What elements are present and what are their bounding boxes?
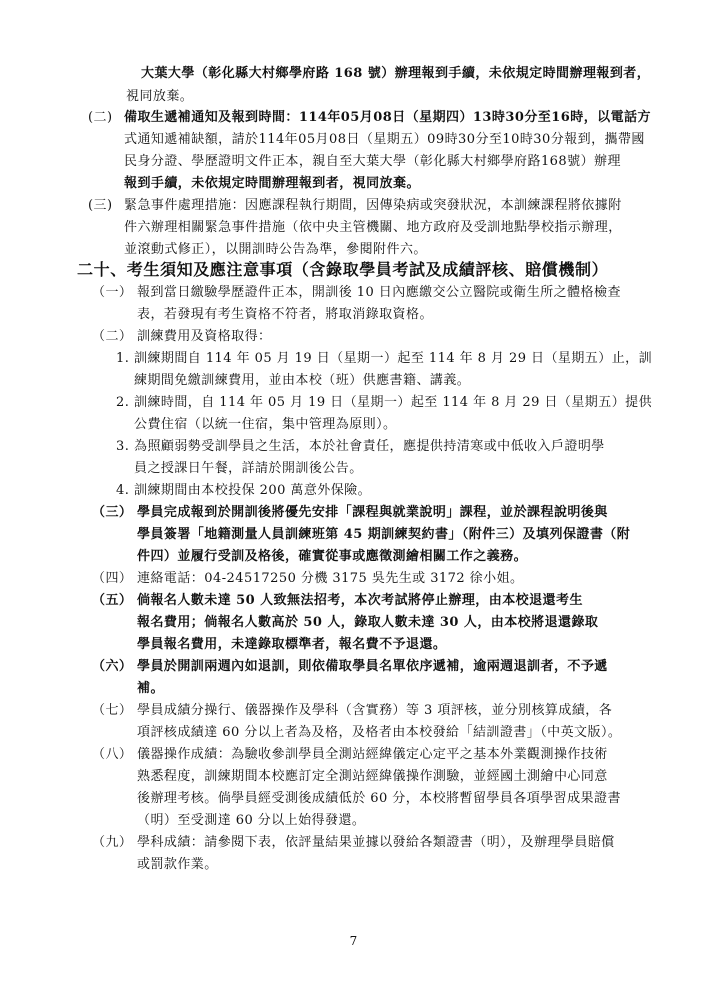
item-4-line-1: 連絡電話：04-24517250 分機 3175 吳先生或 3172 徐小姐。 (137, 571, 524, 586)
item-1-line-1: 報到當日繳驗學歷證件正本，開訓後 10 日內應繳交公立醫院或衛生所之體格檢查 (137, 285, 621, 300)
emergency-line-3: 並滾動式修正），以開訓時公告為準，參閱附件六。 (124, 242, 427, 257)
item-5-line-3: 學員報名費用，未達錄取標準者，報名費不予退還。 (137, 637, 447, 652)
item-3-line-1: 學員完成報到於開訓後將優先安排「課程與就業說明」課程，並於課程說明後與 (137, 505, 608, 520)
emergency-line-1: 緊急事件處理措施：因應課程執行期間，因傳染病或突發狀況，本訓練課程將依據附 (124, 198, 622, 213)
item-8-line-3: 後辦理考核。倘學員經受測後成績低於 60 分，本校將暫留學員各項學習成果證書 (137, 791, 621, 806)
sub-3-line-1: 為照顧弱勢受訓學員之生活，本於社會責任，應提供持清寒或中低收入戶證明學 (134, 439, 605, 454)
notify-line-4: 報到手續，未依規定時間辦理報到者，視同放棄。 (124, 176, 420, 191)
top-line-2: 視同放棄。 (126, 89, 194, 104)
item-2-marker: （二） (92, 329, 133, 344)
item-6-line-1: 學員於開訓兩週內如退訓，則依備取學員名單依序遞補，逾兩週退訓者，不予遞 (137, 659, 608, 674)
item-1-marker: （一） (92, 285, 133, 300)
sub-3-line-2: 員之授課日午餐，詳請於開訓後公告。 (134, 461, 363, 476)
notify-line-3: 民身分證、學歷證明文件正本，親自至大葉大學（彰化縣大村鄉學府路168號）辦理 (124, 154, 621, 169)
item-9-line-2: 或罰款作業。 (137, 857, 218, 872)
item-7-line-2: 項評核成績達 60 分以上者為及格，及格者由本校發給「結訓證書」（中英文版）。 (137, 725, 622, 740)
item-5-line-1: 倘報名人數未達 50 人致無法招考，本次考試將停止辦理，由本校退還考生 (137, 593, 583, 608)
sub-4-line-1: 訓練期間由本校投保 200 萬意外保險。 (134, 483, 372, 498)
sub-2-line-2: 公費住宿（以統一住宿，集中管理為原則）。 (134, 417, 397, 432)
item-8-marker: （八） (92, 747, 133, 762)
emergency-marker: (三) (88, 198, 113, 213)
item-8-line-4: （明）至受測達 60 分以上始得發還。 (137, 813, 366, 828)
section-title: 二十、考生須知及應注意事項（含錄取學員考試及成績評核、賠償機制） (77, 260, 609, 279)
notify-marker: (二) (88, 110, 113, 125)
sub-4-marker: 4. (116, 483, 130, 498)
item-8-line-1: 儀器操作成績：為驗收參訓學員全測站經緯儀定心定平之基本外業觀測操作技術 (137, 747, 608, 762)
notify-line-1: 備取生遞補通知及報到時間：114年05月08日（星期四）13時30分至16時，以電話方 (124, 110, 651, 125)
item-6-line-2: 補。 (137, 681, 164, 696)
sub-2-line-1: 訓練時間，自 114 年 05 月 19 日（星期一）起至 114 年 8 月 29 日（星期五）提供 (134, 395, 653, 410)
item-8-line-2: 熟悉程度，訓練期間本校應訂定全測站經緯儀操作測驗，並經國土測繪中心同意 (137, 769, 608, 784)
top-line-1: 大葉大學（彰化縣大村鄉學府路 168 號）辦理報到手續，未依規定時間辦理報到者， (141, 66, 651, 81)
sub-1-marker: 1. (116, 351, 130, 366)
sub-1-line-1: 訓練期間自 114 年 05 月 19 日（星期一）起至 114 年 8 月 29 日（星期五）止，訓 (134, 351, 653, 366)
item-5-marker: （五） (92, 593, 133, 608)
sub-3-marker: 3. (116, 439, 130, 454)
item-3-line-2: 學員簽署「地籍測量人員訓練班第 45 期訓練契約書」（附件三）及填列保證書（附 (137, 527, 631, 542)
emergency-line-2: 件六辦理相關緊急事件措施（依中央主管機關、地方政府及受訓地點學校指示辦理， (124, 220, 622, 235)
item-7-line-1: 學員成績分操行、儀器操作及學科（含實務）等 3 項評核，並分別核算成績，各 (137, 703, 613, 718)
item-5-line-2: 報名費用；倘報名人數高於 50 人，錄取人數未達 30 人，由本校將退還錄取 (137, 615, 599, 630)
item-4-marker: （四） (92, 571, 133, 586)
item-9-line-1: 學科成績：請參閱下表，依評量結果並據以發給各類證書（明），及辦理學員賠償 (137, 835, 615, 850)
item-6-marker: （六） (92, 659, 133, 674)
item-1-line-2: 表，若發現有考生資格不符者，將取消錄取資格。 (137, 307, 433, 322)
sub-1-line-2: 練期間免繳訓練費用，並由本校（班）供應書籍、講義。 (134, 373, 471, 388)
item-3-line-3: 件四）並履行受訓及格後，確實從事或應徵測繪相關工作之義務。 (137, 549, 528, 564)
page-number: 7 (349, 934, 358, 948)
item-7-marker: （七） (92, 703, 133, 718)
notify-line-2: 式通知遞補缺額，請於114年05月08日（星期五）09時30分至10時30分報到，攜帶國 (124, 132, 645, 147)
item-3-marker: （三） (92, 505, 133, 520)
item-2-line-1: 訓練費用及資格取得： (137, 329, 272, 344)
item-9-marker: （九） (92, 835, 133, 850)
sub-2-marker: 2. (116, 395, 130, 410)
